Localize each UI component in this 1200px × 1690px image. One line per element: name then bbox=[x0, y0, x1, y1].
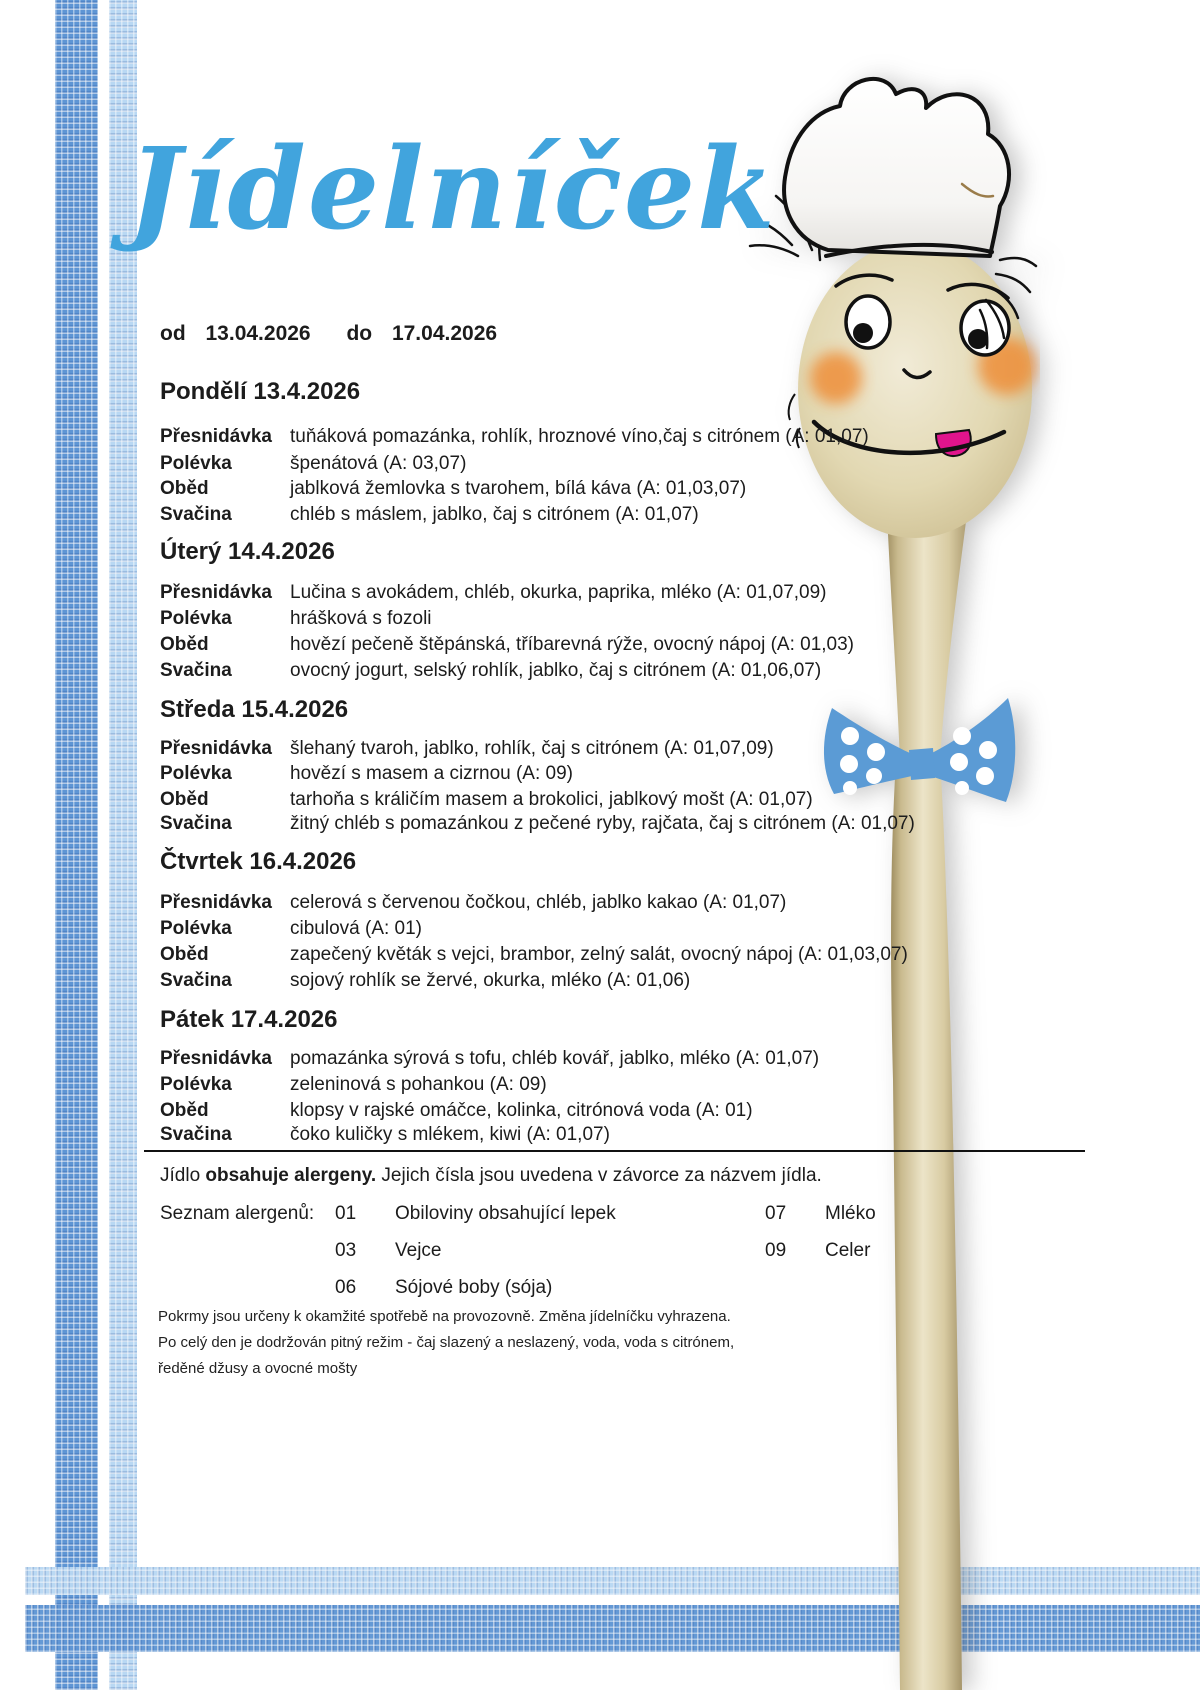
day-heading-friday: Pátek 17.4.2026 bbox=[160, 1006, 338, 1033]
meal-label: Polévka bbox=[160, 1074, 232, 1095]
meal-text: tarhoňa s králičím masem a brokolici, jablkový mošt (A: 01,07) bbox=[290, 789, 813, 810]
allergen-code: 01 bbox=[335, 1203, 357, 1224]
meal-row bbox=[160, 738, 774, 760]
date-from: 13.04.2026 bbox=[205, 322, 311, 345]
meal-row bbox=[160, 970, 690, 992]
meal-label: Svačina bbox=[160, 660, 232, 681]
allergen-note-bold: obsahuje alergeny. bbox=[205, 1165, 377, 1186]
meal-label: Přesnidávka bbox=[160, 892, 272, 913]
allergen-name: Obiloviny obsahující lepek bbox=[395, 1203, 616, 1224]
meal-text: pomazánka sýrová s tofu, chléb kovář, jablko, mléko (A: 01,07) bbox=[290, 1048, 820, 1069]
spoon-chef-illustration bbox=[700, 60, 1040, 1690]
meal-row bbox=[160, 1100, 753, 1122]
meal-row bbox=[160, 763, 573, 785]
allergen-name: Mléko bbox=[825, 1203, 876, 1224]
meal-row bbox=[160, 892, 786, 914]
allergen-code: 03 bbox=[335, 1240, 357, 1261]
left-ribbon-dark bbox=[55, 0, 98, 1690]
meal-label: Polévka bbox=[160, 763, 232, 784]
meal-text: hovězí s masem a cizrnou (A: 09) bbox=[290, 763, 573, 784]
date-to: 17.04.2026 bbox=[391, 322, 498, 345]
meal-row bbox=[160, 582, 827, 604]
spoon-handle bbox=[886, 490, 970, 1690]
meal-label: Svačina bbox=[160, 1124, 232, 1145]
meal-row bbox=[160, 1074, 547, 1096]
page-title: Jídelníček bbox=[128, 124, 777, 255]
allergen-code: 09 bbox=[765, 1240, 787, 1261]
meal-text: klopsy v rajské omáčce, kolinka, citrónová voda (A: 01) bbox=[290, 1100, 753, 1121]
meal-row bbox=[160, 944, 908, 966]
meal-text: hovězí pečeně štěpánská, tříbarevná rýže, ovocný nápoj (A: 01,03) bbox=[290, 634, 854, 655]
meal-label: Přesnidávka bbox=[160, 582, 272, 603]
meal-label: Svačina bbox=[160, 970, 232, 991]
meal-row bbox=[160, 660, 821, 682]
meal-label: Přesnidávka bbox=[160, 426, 272, 447]
day-heading-wednesday: Středa 15.4.2026 bbox=[160, 696, 349, 723]
meal-text: cibulová (A: 01) bbox=[290, 918, 423, 939]
allergen-code: 06 bbox=[335, 1277, 357, 1298]
meal-row bbox=[160, 813, 915, 835]
meal-label: Přesnidávka bbox=[160, 1048, 272, 1069]
meal-text: Lučina s avokádem, chléb, okurka, paprika, mléko (A: 01,07,09) bbox=[290, 582, 827, 603]
footer-note-line: Po celý den je dodržován pitný režim - čaj slazený a neslazený, voda, voda s citrónem, bbox=[158, 1334, 735, 1351]
meal-label: Oběd bbox=[160, 634, 209, 655]
meal-text: sojový rohlík se žervé, okurka, mléko (A: 01,06) bbox=[290, 970, 691, 991]
meal-label: Svačina bbox=[160, 813, 232, 834]
allergen-name: Sójové boby (sója) bbox=[395, 1277, 553, 1298]
meal-row bbox=[160, 453, 466, 475]
date-to-label: do bbox=[346, 322, 373, 345]
meal-text: hrášková s fozoli bbox=[290, 608, 432, 629]
meal-label: Polévka bbox=[160, 453, 232, 474]
date-from-label: od bbox=[160, 322, 186, 345]
footer-note-line: Pokrmy jsou určeny k okamžité spotřebě na provozovně. Změna jídelníčku vyhrazena. bbox=[158, 1308, 731, 1325]
meal-row bbox=[160, 1048, 819, 1070]
meal-text: zeleninová s pohankou (A: 09) bbox=[290, 1074, 547, 1095]
meal-label: Svačina bbox=[160, 504, 232, 525]
meal-text: špenátová (A: 03,07) bbox=[290, 453, 467, 474]
meal-row bbox=[160, 789, 813, 811]
meal-row bbox=[160, 504, 699, 526]
divider-line bbox=[144, 1150, 1085, 1152]
meal-row bbox=[160, 634, 854, 656]
allergen-note bbox=[160, 1165, 822, 1187]
allergen-list-label: Seznam alergenů: bbox=[160, 1203, 315, 1224]
meal-label: Oběd bbox=[160, 789, 209, 810]
meal-label: Oběd bbox=[160, 478, 209, 499]
footer-note-line: ředěné džusy a ovocné mošty bbox=[158, 1360, 358, 1377]
allergen-note-rest: Jejich čísla jsou uvedena v závorce za názvem jídla. bbox=[376, 1165, 822, 1186]
meal-label: Oběd bbox=[160, 944, 209, 965]
meal-text: žitný chléb s pomazánkou z pečené ryby, rajčata, čaj s citrónem (A: 01,07) bbox=[290, 813, 915, 834]
chef-hat-icon bbox=[784, 79, 1009, 256]
meal-text: chléb s máslem, jablko, čaj s citrónem (A: 01,07) bbox=[290, 504, 699, 525]
date-range bbox=[160, 322, 497, 346]
meal-text: ovocný jogurt, selský rohlík, jablko, čaj s citrónem (A: 01,06,07) bbox=[290, 660, 822, 681]
allergen-name: Vejce bbox=[395, 1240, 442, 1261]
allergen-code: 07 bbox=[765, 1203, 787, 1224]
meal-text: celerová s červenou čočkou, chléb, jablko kakao (A: 01,07) bbox=[290, 892, 787, 913]
allergen-name: Celer bbox=[825, 1240, 871, 1261]
meal-text: tuňáková pomazánka, rohlík, hroznové víno,čaj s citrónem (A: 01,07) bbox=[290, 426, 869, 447]
meal-row bbox=[160, 918, 422, 940]
meal-label: Polévka bbox=[160, 608, 232, 629]
blush-left-icon bbox=[810, 352, 862, 404]
meal-text: zapečený květák s vejci, brambor, zelný salát, ovocný nápoj (A: 01,03,07) bbox=[290, 944, 908, 965]
day-heading-thursday: Čtvrtek 16.4.2026 bbox=[160, 848, 357, 875]
meal-text: jablková žemlovka s tvarohem, bílá káva (A: 01,03,07) bbox=[290, 478, 747, 499]
meal-label: Polévka bbox=[160, 918, 232, 939]
day-heading-monday: Pondělí 13.4.2026 bbox=[160, 378, 361, 405]
meal-label: Přesnidávka bbox=[160, 738, 272, 759]
allergen-note-prefix: Jídlo bbox=[160, 1165, 206, 1186]
meal-text: čoko kuličky s mlékem, kiwi (A: 01,07) bbox=[290, 1124, 610, 1145]
meal-text: šlehaný tvaroh, jablko, rohlík, čaj s citrónem (A: 01,07,09) bbox=[290, 738, 774, 759]
meal-row bbox=[160, 478, 746, 500]
meal-row bbox=[160, 608, 432, 630]
meal-row bbox=[160, 1124, 610, 1146]
meal-row bbox=[160, 426, 869, 448]
meal-label: Oběd bbox=[160, 1100, 209, 1121]
day-heading-tuesday: Úterý 14.4.2026 bbox=[160, 538, 335, 565]
